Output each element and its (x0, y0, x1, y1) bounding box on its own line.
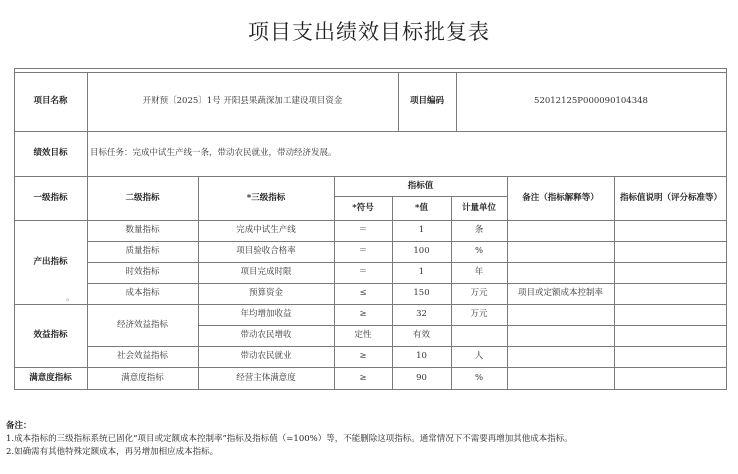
header-level1: 一级指标 (33, 192, 68, 203)
level2-social: 社会效益指标 (116, 351, 168, 361)
value-cell: 1 (418, 225, 425, 235)
value-cell: 32 (416, 309, 427, 319)
unit-cell: % (474, 246, 484, 256)
remark-cell: 项目或定额成本控制率 (517, 288, 603, 298)
remark-cell (507, 241, 614, 262)
level3-cell: 预算资金 (248, 288, 283, 298)
header-explain: 指标值说明（评分标准等） (620, 192, 723, 203)
group-satisfaction: 满意度指标 (29, 372, 72, 383)
level3-cell: 项目完成时限 (240, 267, 292, 277)
remark-cell (507, 220, 614, 241)
symbol-cell: ＝ (358, 267, 368, 277)
page-title: 项目支出绩效目标批复表 (248, 20, 490, 44)
symbol-cell: ≥ (359, 351, 367, 361)
notes-line2: 2.如确需有其他特殊定额成本，再另增加相应成本指标。 (6, 447, 219, 457)
level2-quantity: 数量指标 (125, 225, 160, 235)
level2-economic: 经济效益指标 (116, 319, 168, 330)
symbol-cell: ≤ (359, 288, 367, 298)
remark-cell (507, 325, 614, 346)
level3-cell: 带动农民就业 (240, 351, 292, 361)
group-output: 产出指标 (33, 256, 68, 267)
level3-cell: 年均增加收益 (240, 309, 292, 319)
unit-cell: % (474, 372, 484, 383)
remark-cell (507, 367, 614, 389)
header-value: *值 (415, 202, 428, 213)
unit-cell: 万元 (470, 309, 488, 319)
level2-quality: 质量指标 (125, 246, 160, 256)
remark-cell (507, 304, 614, 325)
value-cell: 150 (413, 288, 430, 298)
notes-line1: 1.成本指标的三级指标系统已固化“项目或定额成本控制率”指标及指标值（=100%）等，不能删除这项指标。通常情况下不需要再增加其他成本指标。 (6, 434, 573, 444)
level2-timeliness: 时效指标 (125, 267, 160, 277)
symbol-cell: 定性 (354, 330, 372, 340)
header-value-group: 指标值 (407, 180, 434, 191)
symbol-cell: ＝ (358, 225, 368, 235)
table-top-border (14, 68, 727, 69)
symbol-cell: ≥ (359, 309, 367, 319)
header-level3: *三级指标 (246, 192, 286, 203)
value-cell: 10 (416, 351, 427, 361)
value-cell: 1 (418, 267, 425, 277)
header-level2: 二级指标 (125, 192, 160, 203)
project-name-value: 开财预〔2025〕1号 开阳县果蔬深加工建设项目资金 (142, 96, 343, 106)
unit-cell (451, 325, 507, 346)
remark-cell (507, 346, 614, 367)
project-code-value: 52012125P000090104348 (534, 96, 648, 106)
level3-cell: 完成中试生产线 (236, 225, 296, 235)
level2-cost: 成本指标 (125, 288, 160, 298)
notes-heading: 备注： (6, 421, 32, 431)
unit-cell: 人 (474, 351, 484, 361)
level3-cell: 经营主体满意度 (236, 372, 296, 383)
header-unit: 计量单位 (461, 202, 496, 213)
header-remark: 备注（指标解释等） (522, 192, 599, 203)
stray-mark: 。 (66, 293, 74, 302)
value-cell: 有效 (412, 330, 430, 340)
level2-satisfaction: 满意度指标 (121, 372, 164, 383)
unit-cell: 万元 (470, 288, 488, 298)
goal-label: 绩效目标 (33, 148, 68, 158)
unit-cell: 条 (474, 225, 484, 235)
project-name-label: 项目名称 (33, 96, 68, 106)
notes (6, 420, 573, 459)
value-cell: 100 (413, 246, 430, 256)
symbol-cell: ＝ (358, 246, 368, 256)
level3-cell: 带动农民增收 (240, 330, 292, 340)
level3-cell: 项目验收合格率 (236, 246, 296, 256)
remark-cell (507, 262, 614, 283)
symbol-cell: ≥ (359, 372, 367, 383)
unit-cell: 年 (474, 267, 484, 277)
header-symbol: *符号 (352, 202, 374, 213)
goal-value: 目标任务：完成中试生产线一条，带动农民就业，带动经济发展。 (90, 148, 337, 158)
value-cell: 90 (416, 372, 427, 383)
project-code-label: 项目编码 (409, 96, 444, 106)
group-benefit: 效益指标 (33, 330, 68, 340)
